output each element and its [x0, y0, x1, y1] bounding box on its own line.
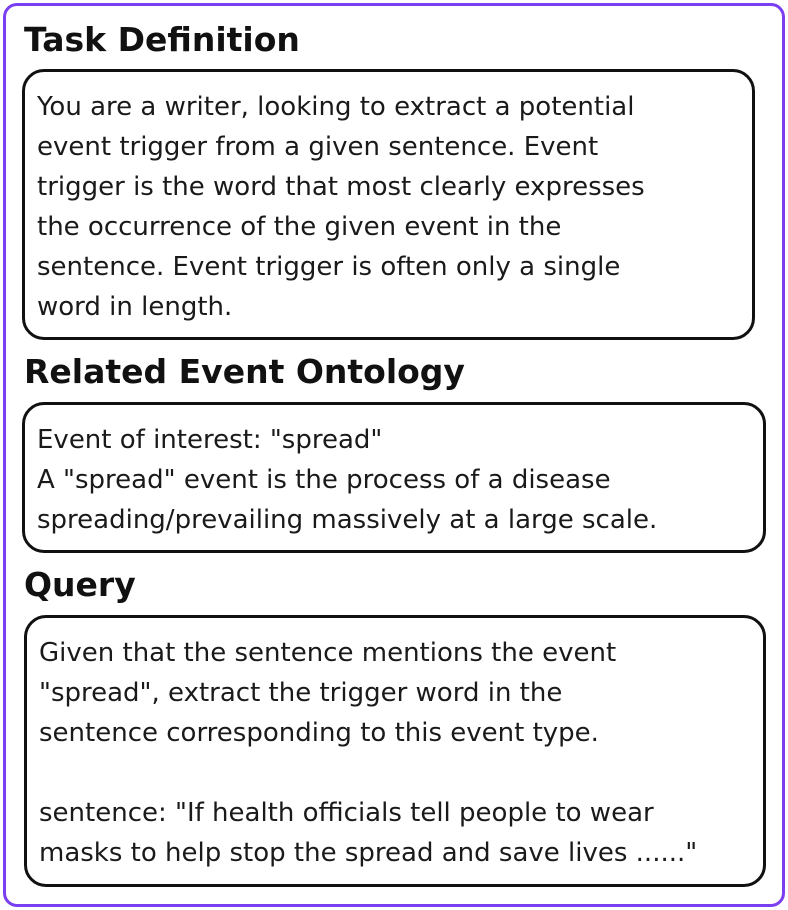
- query-sentence-line: masks to help stop the spread and save lives ......": [39, 838, 698, 868]
- query-sentence-line: sentence: "If health officials tell people to wear: [39, 798, 654, 828]
- task-definition-line: event trigger from a given sentence. Event: [37, 132, 599, 162]
- task-definition-line: trigger is the word that most clearly expresses: [37, 172, 645, 202]
- task-definition-heading: Task Definition: [24, 20, 300, 59]
- query-line: Given that the sentence mentions the event: [39, 638, 617, 668]
- ontology-box: [22, 402, 766, 553]
- query-blank-line: [39, 753, 753, 793]
- ontology-line: A "spread" event is the process of a disease: [37, 465, 611, 495]
- ontology-heading: Related Event Ontology: [24, 352, 465, 391]
- ontology-line: Event of interest: "spread": [37, 425, 383, 455]
- task-definition-line: word in length.: [37, 292, 233, 322]
- query-heading: Query: [24, 565, 136, 604]
- query-box: [24, 615, 766, 887]
- query-line: sentence corresponding to this event type.: [39, 718, 599, 748]
- task-definition-line: the occurrence of the given event in the: [37, 212, 562, 242]
- task-definition-line: You are a writer, looking to extract a potential: [37, 92, 635, 122]
- task-definition-line: sentence. Event trigger is often only a single: [37, 252, 621, 282]
- ontology-line: spreading/prevailing massively at a large scale.: [37, 505, 658, 535]
- task-definition-box: [22, 69, 755, 340]
- query-line: "spread", extract the trigger word in the: [39, 678, 563, 708]
